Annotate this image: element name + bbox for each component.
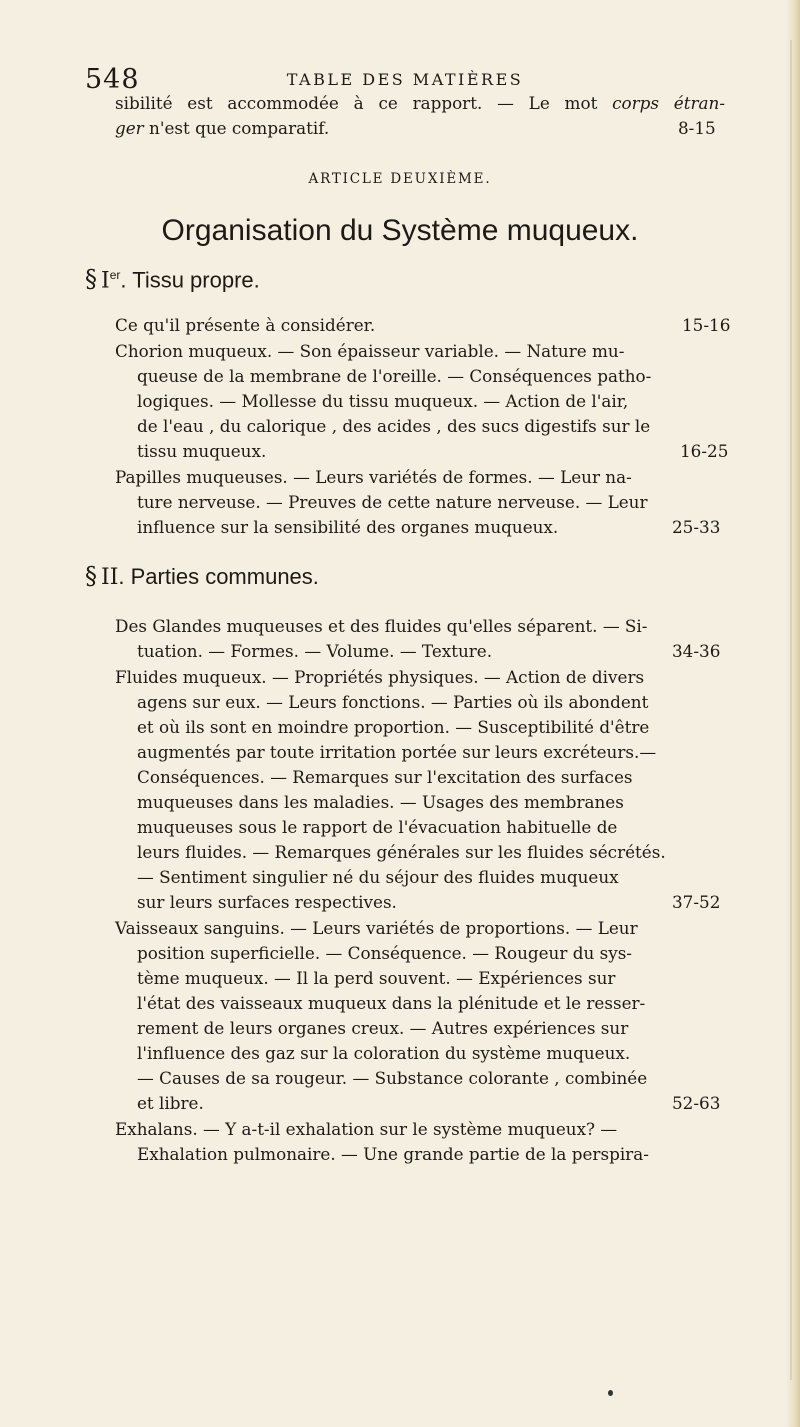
toc-entry-cont: — Sentiment singulier né du séjour des fluides muqueux — [137, 867, 619, 887]
section-sign: § — [85, 265, 97, 294]
toc-entry-cont: tuation. — Formes. — Volume. — Texture. — [137, 641, 493, 661]
toc-entry-cont: Conséquences. — Remarques sur l'excitation des surfaces — [137, 767, 633, 787]
section-title: Organisation du Système muqueux. — [161, 214, 639, 247]
section-heading-1: § Ier. Tissu propre. — [85, 265, 260, 294]
toc-entry: Papilles muqueuses. — Leurs variétés de formes. — Leur na- — [115, 467, 632, 487]
toc-entry-cont: l'influence des gaz sur la coloration du système muqueux. — [137, 1043, 631, 1063]
toc-entry-cont: rement de leurs organes creux. — Autres expériences sur — [137, 1018, 629, 1038]
section-heading-2: § II. Parties communes. — [85, 562, 319, 590]
page-ref: 8-15 — [678, 118, 716, 138]
intro-line-2: ger n'est que comparatif. — [115, 118, 330, 138]
toc-entry: Chorion muqueux. — Son épaisseur variable. — Nature mu- — [115, 341, 625, 361]
toc-entry-cont: augmentés par toute irritation portée sur leurs excréteurs.— — [137, 742, 657, 762]
toc-entry-cont: queuse de la membrane de l'oreille. — Conséquences patho- — [137, 366, 652, 386]
toc-entry-cont: tème muqueux. — Il la perd souvent. — Expériences sur — [137, 968, 616, 988]
toc-entry-cont: tissu muqueux. — [137, 441, 267, 461]
running-title: TABLE DES MATIÈRES — [286, 70, 524, 89]
toc-entry: Des Glandes muqueuses et des fluides qu'elles séparent. — Si- — [115, 616, 648, 636]
page-ref: 25-33 — [672, 517, 721, 537]
intro-line-1: sibilité est accommodée à ce rapport. — Le mot corps étran- — [115, 93, 725, 113]
toc-entry-cont: ture nerveuse. — Preuves de cette nature nerveuse. — Leur — [137, 492, 648, 512]
toc-entry-cont: sur leurs surfaces respectives. — [137, 892, 397, 912]
toc-entry-cont: logiques. — Mollesse du tissu muqueux. — Action de l'air, — [137, 391, 629, 411]
page-ref: 52-63 — [672, 1093, 721, 1113]
toc-entry: Ce qu'il présente à considérer. — [115, 315, 376, 335]
toc-entry-cont: influence sur la sensibilité des organes muqueux. — [137, 517, 559, 537]
page-ref: 34-36 — [672, 641, 721, 661]
toc-entry-cont: leurs fluides. — Remarques générales sur les fluides sécrétés. — [137, 842, 666, 862]
section-sign: § — [85, 562, 97, 590]
toc-entry: Fluides muqueux. — Propriétés physiques. — Action de divers — [115, 667, 645, 687]
toc-entry-cont: muqueuses dans les maladies. — Usages des membranes — [137, 792, 624, 812]
page-ref: 15-16 — [682, 315, 731, 335]
toc-entry-cont: position superficielle. — Conséquence. — Rougeur du sys- — [137, 943, 632, 963]
toc-entry-cont: de l'eau , du calorique , des acides , des sucs digestifs sur le — [137, 416, 651, 436]
article-heading: ARTICLE DEUXIÈME. — [308, 171, 492, 187]
page-ref: 16-25 — [680, 441, 729, 461]
toc-entry-cont: et libre. — [137, 1093, 204, 1113]
toc-entry-cont: muqueuses sous le rapport de l'évacuation habituelle de — [137, 817, 618, 837]
page-number: 548 — [85, 64, 140, 95]
toc-entry-cont: et où ils sont en moindre proportion. — Susceptibilité d'être — [137, 717, 650, 737]
page-ref: 37-52 — [672, 892, 721, 912]
toc-entry-cont: — Causes de sa rougeur. — Substance colorante , combinée — [137, 1068, 648, 1088]
toc-entry-cont: agens sur eux. — Leurs fonctions. — Parties où ils abondent — [137, 692, 649, 712]
toc-entry: Vaisseaux sanguins. — Leurs variétés de proportions. — Leur — [115, 918, 638, 938]
toc-entry-cont: l'état des vaisseaux muqueux dans la plénitude et le resser- — [137, 993, 646, 1013]
ink-speck — [608, 1390, 613, 1396]
toc-entry-cont: Exhalation pulmonaire. — Une grande partie de la perspira- — [137, 1144, 649, 1164]
toc-entry: Exhalans. — Y a-t-il exhalation sur le système muqueux? — — [115, 1119, 618, 1139]
